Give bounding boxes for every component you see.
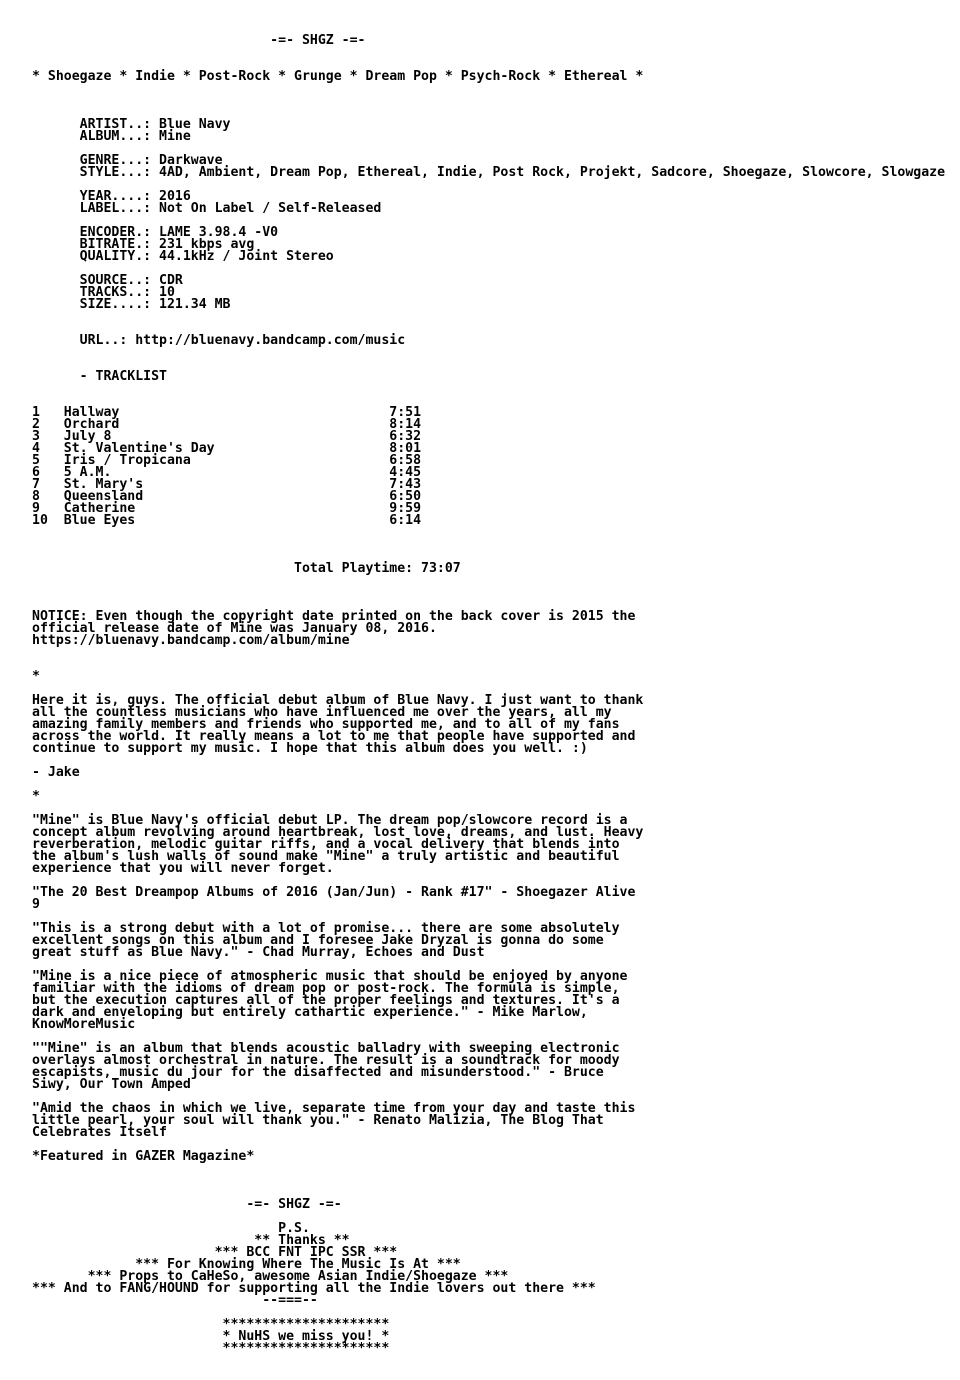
footer-ps-line: *** And to FANG/HOUND for supporting all the Indie lovers out there ***	[32, 1281, 596, 1296]
track-row: 2 Orchard 8:14	[32, 417, 422, 432]
description-line: the album's lush walls of sound make "Mine" a truly artistic and beautiful	[32, 849, 620, 864]
url-line: URL..: http://bluenavy.bandcamp.com/music	[32, 333, 406, 348]
separator-star: *	[32, 669, 40, 684]
description-line: experience that you will never forget.	[32, 861, 334, 876]
notice-url: https://bluenavy.bandcamp.com/album/mine	[32, 633, 350, 648]
quote-line: "This is a strong debut with a lot of promise... there are some absolutely	[32, 921, 620, 936]
footer-title: -=- SHGZ -=-	[32, 1197, 342, 1212]
quote-line: KnowMoreMusic	[32, 1017, 136, 1032]
track-row: 4 St. Valentine's Day 8:01	[32, 441, 422, 456]
message-line: continue to support my music. I hope that this album does you well. :)	[32, 741, 588, 756]
footer-ps-line: --===--	[32, 1293, 318, 1308]
genre-line: GENRE...: Darkwave	[32, 153, 223, 168]
source-line: SOURCE..: CDR	[32, 273, 183, 288]
footer-box-line: * NuHS we miss you! *	[32, 1329, 390, 1344]
size-line: SIZE....: 121.34 MB	[32, 297, 231, 312]
header-title: -=- SHGZ -=-	[32, 33, 366, 48]
notice-line: official release date of Mine was January 08, 2016.	[32, 621, 437, 636]
quote-line: excellent songs on this album and I foresee Jake Dryzal is gonna do some	[32, 933, 604, 948]
track-row: 9 Catherine 9:59	[32, 501, 422, 516]
footer-ps-line: ** Thanks **	[32, 1233, 350, 1248]
year-line: YEAR....: 2016	[32, 189, 191, 204]
footer-ps-line: *** For Knowing Where The Music Is At ***	[32, 1257, 461, 1272]
signature: - Jake	[32, 765, 80, 780]
nfo-document	[32, 35, 945, 1355]
quote-line: Celebrates Itself	[32, 1125, 167, 1140]
message-line: Here it is, guys. The official debut album of Blue Navy. I just want to thank	[32, 693, 644, 708]
album-line: ALBUM...: Mine	[32, 129, 191, 144]
description-line: reverberation, melodic guitar riffs, and a vocal delivery that blends into	[32, 837, 620, 852]
bitrate-line: BITRATE.: 231 kbps avg	[32, 237, 255, 252]
quote-line: "Amid the chaos in which we live, separate time from your day and taste this	[32, 1101, 636, 1116]
tracks-line: TRACKS..: 10	[32, 285, 175, 300]
description-line: concept album revolving around heartbreak, lost love, dreams, and lust. Heavy	[32, 825, 644, 840]
message-line: all the countless musicians who have influenced me over the years, all my	[32, 705, 612, 720]
quote-line: overlays almost orchestral in nature. The result is a soundtrack for moody	[32, 1053, 620, 1068]
message-line: amazing family members and friends who supported me, and to all of my fans	[32, 717, 620, 732]
encoder-line: ENCODER.: LAME 3.98.4 -V0	[32, 225, 279, 240]
footer-box-line: *********************	[32, 1317, 390, 1332]
track-row: 7 St. Mary's 7:43	[32, 477, 422, 492]
ranking-line: 9	[32, 897, 40, 912]
footer-ps-line: P.S.	[32, 1221, 310, 1236]
track-row: 5 Iris / Tropicana 6:58	[32, 453, 422, 468]
total-playtime: Total Playtime: 73:07	[32, 561, 461, 576]
featured-line: *Featured in GAZER Magazine*	[32, 1149, 255, 1164]
message-line: across the world. It really means a lot to me that people have supported and	[32, 729, 636, 744]
notice-line: NOTICE: Even though the copyright date printed on the back cover is 2015 the	[32, 609, 636, 624]
footer-ps-line: *** BCC FNT IPC SSR ***	[32, 1245, 398, 1260]
quality-line: QUALITY.: 44.1kHz / Joint Stereo	[32, 249, 334, 264]
tracklist-heading: - TRACKLIST	[32, 369, 167, 384]
footer-ps-line: *** Props to CaHeSo, awesome Asian Indie/Shoegaze ***	[32, 1269, 509, 1284]
quote-line: ""Mine" is an album that blends acoustic balladry with sweeping electronic	[32, 1041, 620, 1056]
quote-line: little pearl, your soul will thank you." - Renato Malizia, The Blog That	[32, 1113, 604, 1128]
track-row: 6 5 A.M. 4:45	[32, 465, 422, 480]
quote-line: Siwy, Our Town Amped	[32, 1077, 191, 1092]
style-line: STYLE...: 4AD, Ambient, Dream Pop, Ethereal, Indie, Post Rock, Projekt, Sadcore, Shoegaze, Slowcore, Slowgaze	[32, 165, 946, 180]
description-line: "Mine" is Blue Navy's official debut LP. The dream pop/slowcore record is a	[32, 813, 628, 828]
ranking-line: "The 20 Best Dreampop Albums of 2016 (Jan/Jun) - Rank #17" - Shoegazer Alive	[32, 885, 636, 900]
track-row: 8 Queensland 6:50	[32, 489, 422, 504]
quote-line: familiar with the idioms of dream pop or post-rock. The formula is simple,	[32, 981, 620, 996]
separator-star: *	[32, 789, 40, 804]
genre-tags-line: * Shoegaze * Indie * Post-Rock * Grunge * Dream Pop * Psych-Rock * Ethereal *	[32, 69, 644, 84]
track-row: 10 Blue Eyes 6:14	[32, 513, 422, 528]
track-row: 3 July 8 6:32	[32, 429, 422, 444]
quote-line: but the execution captures all of the proper feelings and textures. It's a	[32, 993, 620, 1008]
artist-line: ARTIST..: Blue Navy	[32, 117, 231, 132]
label-line: LABEL...: Not On Label / Self-Released	[32, 201, 382, 216]
footer-box-line: *********************	[32, 1341, 390, 1356]
quote-line: escapists, music du jour for the disaffected and misunderstood." - Bruce	[32, 1065, 604, 1080]
track-row: 1 Hallway 7:51	[32, 405, 422, 420]
quote-line: dark and enveloping but entirely cathartic experience." - Mike Marlow,	[32, 1005, 588, 1020]
quote-line: great stuff as Blue Navy." - Chad Murray, Echoes and Dust	[32, 945, 485, 960]
quote-line: "Mine is a nice piece of atmospheric music that should be enjoyed by anyone	[32, 969, 628, 984]
